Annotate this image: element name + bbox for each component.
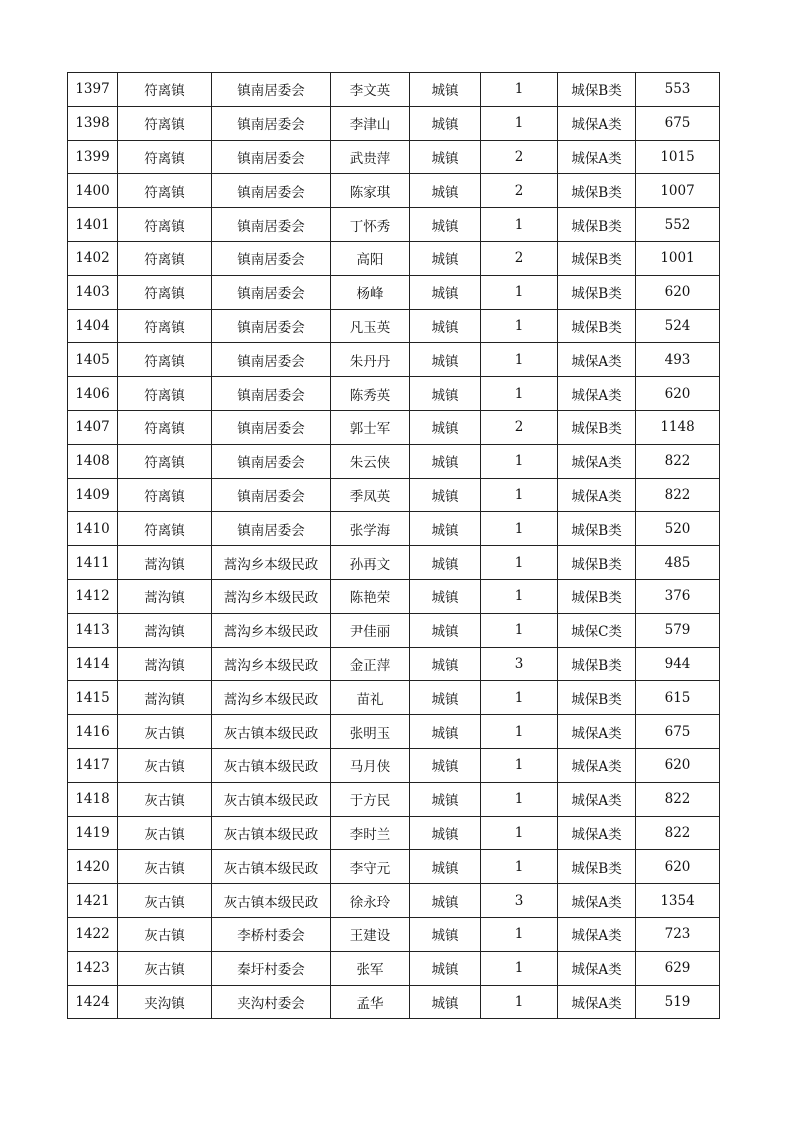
name-cell: 李时兰 bbox=[331, 816, 410, 850]
name-cell: 张明玉 bbox=[331, 715, 410, 749]
category-cell: 城镇 bbox=[410, 681, 481, 715]
row-number-cell: 1399 bbox=[68, 140, 118, 174]
household-size-cell: 1 bbox=[481, 73, 558, 107]
class-cell: 城保C类 bbox=[558, 613, 636, 647]
name-cell: 李津山 bbox=[331, 106, 410, 140]
committee-cell: 镇南居委会 bbox=[212, 174, 331, 208]
household-size-cell: 1 bbox=[481, 275, 558, 309]
class-cell: 城保A类 bbox=[558, 106, 636, 140]
category-cell: 城镇 bbox=[410, 241, 481, 275]
committee-cell: 灰古镇本级民政 bbox=[212, 816, 331, 850]
amount-cell: 520 bbox=[636, 512, 720, 546]
amount-cell: 620 bbox=[636, 850, 720, 884]
table-row bbox=[68, 106, 720, 140]
table-row bbox=[68, 478, 720, 512]
row-number-cell: 1397 bbox=[68, 73, 118, 107]
town-cell: 符离镇 bbox=[118, 73, 212, 107]
class-cell: 城保B类 bbox=[558, 410, 636, 444]
town-cell: 符离镇 bbox=[118, 140, 212, 174]
town-cell: 灰古镇 bbox=[118, 715, 212, 749]
town-cell: 灰古镇 bbox=[118, 816, 212, 850]
row-number-cell: 1407 bbox=[68, 410, 118, 444]
row-number-cell: 1408 bbox=[68, 444, 118, 478]
class-cell: 城保B类 bbox=[558, 512, 636, 546]
committee-cell: 灰古镇本级民政 bbox=[212, 884, 331, 918]
town-cell: 符离镇 bbox=[118, 208, 212, 242]
row-number-cell: 1411 bbox=[68, 546, 118, 580]
amount-cell: 822 bbox=[636, 444, 720, 478]
amount-cell: 519 bbox=[636, 985, 720, 1019]
row-number-cell: 1405 bbox=[68, 343, 118, 377]
table-row bbox=[68, 241, 720, 275]
roster-body bbox=[68, 73, 720, 1019]
class-cell: 城保B类 bbox=[558, 850, 636, 884]
row-number-cell: 1416 bbox=[68, 715, 118, 749]
table-row bbox=[68, 816, 720, 850]
category-cell: 城镇 bbox=[410, 512, 481, 546]
row-number-cell: 1421 bbox=[68, 884, 118, 918]
row-number-cell: 1424 bbox=[68, 985, 118, 1019]
household-size-cell: 1 bbox=[481, 478, 558, 512]
committee-cell: 夹沟村委会 bbox=[212, 985, 331, 1019]
amount-cell: 620 bbox=[636, 748, 720, 782]
amount-cell: 723 bbox=[636, 917, 720, 951]
name-cell: 郭士军 bbox=[331, 410, 410, 444]
class-cell: 城保B类 bbox=[558, 275, 636, 309]
class-cell: 城保A类 bbox=[558, 782, 636, 816]
household-size-cell: 2 bbox=[481, 410, 558, 444]
row-number-cell: 1413 bbox=[68, 613, 118, 647]
table-row bbox=[68, 681, 720, 715]
household-size-cell: 1 bbox=[481, 579, 558, 613]
committee-cell: 灰古镇本级民政 bbox=[212, 850, 331, 884]
committee-cell: 蒿沟乡本级民政 bbox=[212, 579, 331, 613]
row-number-cell: 1410 bbox=[68, 512, 118, 546]
category-cell: 城镇 bbox=[410, 478, 481, 512]
class-cell: 城保A类 bbox=[558, 377, 636, 411]
class-cell: 城保A类 bbox=[558, 816, 636, 850]
category-cell: 城镇 bbox=[410, 106, 481, 140]
town-cell: 符离镇 bbox=[118, 106, 212, 140]
class-cell: 城保A类 bbox=[558, 343, 636, 377]
household-size-cell: 1 bbox=[481, 512, 558, 546]
committee-cell: 镇南居委会 bbox=[212, 73, 331, 107]
class-cell: 城保A类 bbox=[558, 715, 636, 749]
committee-cell: 灰古镇本级民政 bbox=[212, 748, 331, 782]
class-cell: 城保B类 bbox=[558, 241, 636, 275]
category-cell: 城镇 bbox=[410, 647, 481, 681]
household-size-cell: 1 bbox=[481, 106, 558, 140]
committee-cell: 秦圩村委会 bbox=[212, 951, 331, 985]
category-cell: 城镇 bbox=[410, 917, 481, 951]
town-cell: 符离镇 bbox=[118, 444, 212, 478]
roster-table bbox=[67, 72, 720, 1019]
amount-cell: 1148 bbox=[636, 410, 720, 444]
town-cell: 灰古镇 bbox=[118, 951, 212, 985]
category-cell: 城镇 bbox=[410, 208, 481, 242]
class-cell: 城保A类 bbox=[558, 140, 636, 174]
category-cell: 城镇 bbox=[410, 309, 481, 343]
amount-cell: 552 bbox=[636, 208, 720, 242]
category-cell: 城镇 bbox=[410, 546, 481, 580]
household-size-cell: 1 bbox=[481, 985, 558, 1019]
town-cell: 灰古镇 bbox=[118, 748, 212, 782]
table-row bbox=[68, 546, 720, 580]
category-cell: 城镇 bbox=[410, 73, 481, 107]
committee-cell: 镇南居委会 bbox=[212, 140, 331, 174]
town-cell: 蒿沟镇 bbox=[118, 546, 212, 580]
table-row bbox=[68, 884, 720, 918]
household-size-cell: 1 bbox=[481, 309, 558, 343]
class-cell: 城保B类 bbox=[558, 579, 636, 613]
row-number-cell: 1401 bbox=[68, 208, 118, 242]
household-size-cell: 1 bbox=[481, 748, 558, 782]
class-cell: 城保B类 bbox=[558, 546, 636, 580]
name-cell: 丁怀秀 bbox=[331, 208, 410, 242]
table-row bbox=[68, 951, 720, 985]
amount-cell: 1015 bbox=[636, 140, 720, 174]
category-cell: 城镇 bbox=[410, 782, 481, 816]
amount-cell: 629 bbox=[636, 951, 720, 985]
committee-cell: 蒿沟乡本级民政 bbox=[212, 647, 331, 681]
row-number-cell: 1409 bbox=[68, 478, 118, 512]
amount-cell: 675 bbox=[636, 106, 720, 140]
category-cell: 城镇 bbox=[410, 174, 481, 208]
amount-cell: 1001 bbox=[636, 241, 720, 275]
town-cell: 灰古镇 bbox=[118, 782, 212, 816]
town-cell: 灰古镇 bbox=[118, 884, 212, 918]
household-size-cell: 1 bbox=[481, 715, 558, 749]
amount-cell: 553 bbox=[636, 73, 720, 107]
committee-cell: 镇南居委会 bbox=[212, 208, 331, 242]
row-number-cell: 1406 bbox=[68, 377, 118, 411]
household-size-cell: 3 bbox=[481, 647, 558, 681]
name-cell: 杨峰 bbox=[331, 275, 410, 309]
committee-cell: 镇南居委会 bbox=[212, 275, 331, 309]
amount-cell: 822 bbox=[636, 782, 720, 816]
town-cell: 符离镇 bbox=[118, 377, 212, 411]
category-cell: 城镇 bbox=[410, 444, 481, 478]
class-cell: 城保A类 bbox=[558, 478, 636, 512]
household-size-cell: 1 bbox=[481, 816, 558, 850]
row-number-cell: 1398 bbox=[68, 106, 118, 140]
class-cell: 城保B类 bbox=[558, 681, 636, 715]
category-cell: 城镇 bbox=[410, 613, 481, 647]
name-cell: 陈秀英 bbox=[331, 377, 410, 411]
table-row bbox=[68, 208, 720, 242]
row-number-cell: 1415 bbox=[68, 681, 118, 715]
row-number-cell: 1400 bbox=[68, 174, 118, 208]
name-cell: 张学海 bbox=[331, 512, 410, 546]
name-cell: 苗礼 bbox=[331, 681, 410, 715]
amount-cell: 524 bbox=[636, 309, 720, 343]
household-size-cell: 1 bbox=[481, 444, 558, 478]
town-cell: 夹沟镇 bbox=[118, 985, 212, 1019]
household-size-cell: 1 bbox=[481, 782, 558, 816]
row-number-cell: 1403 bbox=[68, 275, 118, 309]
town-cell: 灰古镇 bbox=[118, 850, 212, 884]
table-row bbox=[68, 377, 720, 411]
name-cell: 武贵萍 bbox=[331, 140, 410, 174]
committee-cell: 镇南居委会 bbox=[212, 309, 331, 343]
committee-cell: 镇南居委会 bbox=[212, 241, 331, 275]
amount-cell: 620 bbox=[636, 275, 720, 309]
household-size-cell: 2 bbox=[481, 140, 558, 174]
table-row bbox=[68, 410, 720, 444]
committee-cell: 镇南居委会 bbox=[212, 478, 331, 512]
amount-cell: 1007 bbox=[636, 174, 720, 208]
category-cell: 城镇 bbox=[410, 275, 481, 309]
committee-cell: 镇南居委会 bbox=[212, 377, 331, 411]
amount-cell: 675 bbox=[636, 715, 720, 749]
table-row bbox=[68, 343, 720, 377]
town-cell: 符离镇 bbox=[118, 478, 212, 512]
table-row bbox=[68, 917, 720, 951]
name-cell: 陈家琪 bbox=[331, 174, 410, 208]
name-cell: 孙再文 bbox=[331, 546, 410, 580]
household-size-cell: 1 bbox=[481, 850, 558, 884]
committee-cell: 镇南居委会 bbox=[212, 512, 331, 546]
household-size-cell: 1 bbox=[481, 681, 558, 715]
town-cell: 符离镇 bbox=[118, 241, 212, 275]
name-cell: 于方民 bbox=[331, 782, 410, 816]
row-number-cell: 1414 bbox=[68, 647, 118, 681]
class-cell: 城保A类 bbox=[558, 748, 636, 782]
household-size-cell: 1 bbox=[481, 377, 558, 411]
household-size-cell: 1 bbox=[481, 208, 558, 242]
category-cell: 城镇 bbox=[410, 140, 481, 174]
name-cell: 李守元 bbox=[331, 850, 410, 884]
category-cell: 城镇 bbox=[410, 715, 481, 749]
name-cell: 孟华 bbox=[331, 985, 410, 1019]
committee-cell: 蒿沟乡本级民政 bbox=[212, 681, 331, 715]
category-cell: 城镇 bbox=[410, 579, 481, 613]
table-row bbox=[68, 73, 720, 107]
committee-cell: 灰古镇本级民政 bbox=[212, 715, 331, 749]
amount-cell: 615 bbox=[636, 681, 720, 715]
class-cell: 城保A类 bbox=[558, 951, 636, 985]
name-cell: 金正萍 bbox=[331, 647, 410, 681]
row-number-cell: 1412 bbox=[68, 579, 118, 613]
amount-cell: 620 bbox=[636, 377, 720, 411]
category-cell: 城镇 bbox=[410, 985, 481, 1019]
category-cell: 城镇 bbox=[410, 951, 481, 985]
town-cell: 蒿沟镇 bbox=[118, 681, 212, 715]
town-cell: 符离镇 bbox=[118, 174, 212, 208]
amount-cell: 579 bbox=[636, 613, 720, 647]
household-size-cell: 1 bbox=[481, 951, 558, 985]
committee-cell: 镇南居委会 bbox=[212, 444, 331, 478]
household-size-cell: 1 bbox=[481, 917, 558, 951]
name-cell: 尹佳丽 bbox=[331, 613, 410, 647]
committee-cell: 蒿沟乡本级民政 bbox=[212, 546, 331, 580]
amount-cell: 376 bbox=[636, 579, 720, 613]
name-cell: 徐永玲 bbox=[331, 884, 410, 918]
committee-cell: 李桥村委会 bbox=[212, 917, 331, 951]
row-number-cell: 1420 bbox=[68, 850, 118, 884]
category-cell: 城镇 bbox=[410, 343, 481, 377]
table-row bbox=[68, 782, 720, 816]
town-cell: 蒿沟镇 bbox=[118, 613, 212, 647]
table-row bbox=[68, 275, 720, 309]
name-cell: 高阳 bbox=[331, 241, 410, 275]
household-size-cell: 1 bbox=[481, 613, 558, 647]
row-number-cell: 1423 bbox=[68, 951, 118, 985]
class-cell: 城保A类 bbox=[558, 985, 636, 1019]
town-cell: 灰古镇 bbox=[118, 917, 212, 951]
name-cell: 朱丹丹 bbox=[331, 343, 410, 377]
class-cell: 城保A类 bbox=[558, 917, 636, 951]
class-cell: 城保B类 bbox=[558, 647, 636, 681]
town-cell: 符离镇 bbox=[118, 512, 212, 546]
amount-cell: 485 bbox=[636, 546, 720, 580]
committee-cell: 蒿沟乡本级民政 bbox=[212, 613, 331, 647]
town-cell: 符离镇 bbox=[118, 309, 212, 343]
name-cell: 朱云侠 bbox=[331, 444, 410, 478]
table-row bbox=[68, 309, 720, 343]
town-cell: 符离镇 bbox=[118, 343, 212, 377]
household-size-cell: 2 bbox=[481, 174, 558, 208]
table-row bbox=[68, 174, 720, 208]
row-number-cell: 1419 bbox=[68, 816, 118, 850]
household-size-cell: 1 bbox=[481, 546, 558, 580]
name-cell: 张军 bbox=[331, 951, 410, 985]
table-row bbox=[68, 140, 720, 174]
name-cell: 李文英 bbox=[331, 73, 410, 107]
amount-cell: 822 bbox=[636, 478, 720, 512]
category-cell: 城镇 bbox=[410, 748, 481, 782]
category-cell: 城镇 bbox=[410, 816, 481, 850]
household-size-cell: 3 bbox=[481, 884, 558, 918]
committee-cell: 灰古镇本级民政 bbox=[212, 782, 331, 816]
row-number-cell: 1417 bbox=[68, 748, 118, 782]
class-cell: 城保A类 bbox=[558, 444, 636, 478]
town-cell: 蒿沟镇 bbox=[118, 579, 212, 613]
amount-cell: 822 bbox=[636, 816, 720, 850]
table-row bbox=[68, 985, 720, 1019]
category-cell: 城镇 bbox=[410, 377, 481, 411]
amount-cell: 493 bbox=[636, 343, 720, 377]
class-cell: 城保B类 bbox=[558, 174, 636, 208]
table-row bbox=[68, 444, 720, 478]
class-cell: 城保B类 bbox=[558, 73, 636, 107]
committee-cell: 镇南居委会 bbox=[212, 410, 331, 444]
class-cell: 城保B类 bbox=[558, 208, 636, 242]
table-row bbox=[68, 850, 720, 884]
class-cell: 城保A类 bbox=[558, 884, 636, 918]
row-number-cell: 1402 bbox=[68, 241, 118, 275]
name-cell: 凡玉英 bbox=[331, 309, 410, 343]
household-size-cell: 1 bbox=[481, 343, 558, 377]
category-cell: 城镇 bbox=[410, 850, 481, 884]
name-cell: 季凤英 bbox=[331, 478, 410, 512]
table-row bbox=[68, 579, 720, 613]
amount-cell: 944 bbox=[636, 647, 720, 681]
household-size-cell: 2 bbox=[481, 241, 558, 275]
category-cell: 城镇 bbox=[410, 410, 481, 444]
category-cell: 城镇 bbox=[410, 884, 481, 918]
table-row bbox=[68, 715, 720, 749]
amount-cell: 1354 bbox=[636, 884, 720, 918]
table-row bbox=[68, 613, 720, 647]
table-row bbox=[68, 512, 720, 546]
class-cell: 城保B类 bbox=[558, 309, 636, 343]
town-cell: 符离镇 bbox=[118, 410, 212, 444]
table-row bbox=[68, 748, 720, 782]
town-cell: 符离镇 bbox=[118, 275, 212, 309]
name-cell: 马月侠 bbox=[331, 748, 410, 782]
row-number-cell: 1418 bbox=[68, 782, 118, 816]
table-row bbox=[68, 647, 720, 681]
committee-cell: 镇南居委会 bbox=[212, 106, 331, 140]
name-cell: 王建设 bbox=[331, 917, 410, 951]
committee-cell: 镇南居委会 bbox=[212, 343, 331, 377]
name-cell: 陈艳荣 bbox=[331, 579, 410, 613]
town-cell: 蒿沟镇 bbox=[118, 647, 212, 681]
row-number-cell: 1422 bbox=[68, 917, 118, 951]
row-number-cell: 1404 bbox=[68, 309, 118, 343]
